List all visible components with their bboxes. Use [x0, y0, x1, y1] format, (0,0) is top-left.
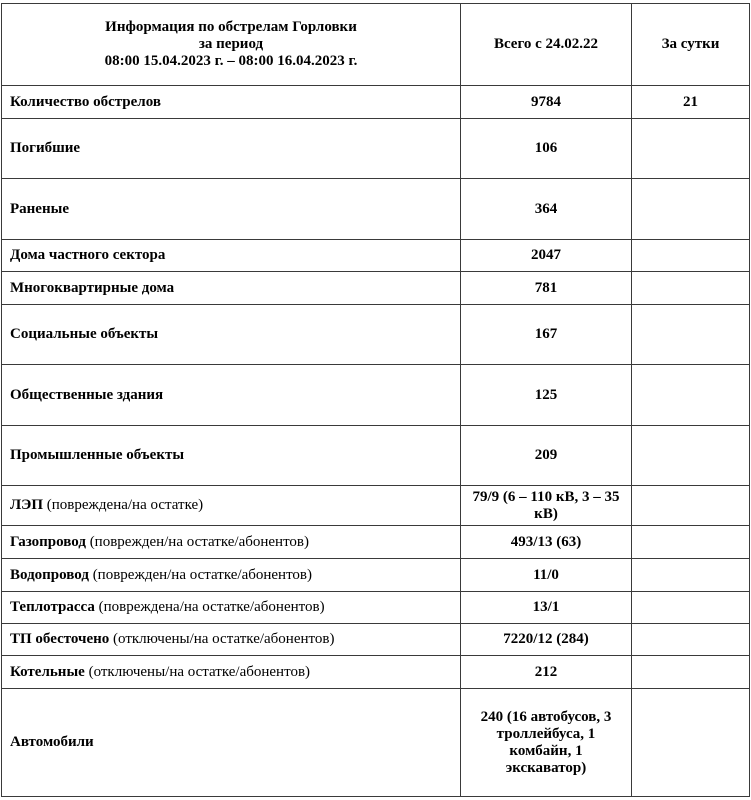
table-row — [2, 426, 750, 486]
table-row — [2, 305, 750, 365]
row-total: 2047 — [461, 240, 632, 272]
row-label: ЛЭП (повреждена/на остатке) — [2, 486, 461, 526]
row-day — [632, 426, 750, 486]
total-column-header: Всего с 24.02.22 — [461, 4, 632, 86]
row-label: Автомобили — [2, 689, 461, 797]
table-row — [2, 86, 750, 119]
row-day — [632, 486, 750, 526]
row-day — [632, 240, 750, 272]
table-row — [2, 526, 750, 559]
table-row — [2, 689, 750, 797]
row-day — [632, 179, 750, 240]
row-total: 493/13 (63) — [461, 526, 632, 559]
row-label: Количество обстрелов — [2, 86, 461, 119]
row-total: 11/0 — [461, 559, 632, 592]
row-total: 209 — [461, 426, 632, 486]
row-day — [632, 365, 750, 426]
row-day — [632, 592, 750, 624]
table-row — [2, 624, 750, 656]
table-row — [2, 179, 750, 240]
row-day — [632, 119, 750, 179]
row-total: 125 — [461, 365, 632, 426]
report-title-line3: 08:00 15.04.2023 г. – 08:00 16.04.2023 г. — [104, 53, 358, 69]
row-total: 212 — [461, 656, 632, 689]
report-title-line2: за период — [198, 36, 264, 52]
row-day — [632, 526, 750, 559]
row-total: 167 — [461, 305, 632, 365]
row-day — [632, 559, 750, 592]
row-label: Промышленные объекты — [2, 426, 461, 486]
day-column-header: За сутки — [632, 4, 750, 86]
row-day — [632, 656, 750, 689]
table-row — [2, 272, 750, 305]
row-total: 7220/12 (284) — [461, 624, 632, 656]
table-header-row — [2, 4, 750, 86]
report-title-line1: Информация по обстрелам Горловки — [105, 19, 357, 35]
row-label: Газопровод (поврежден/на остатке/абонентов) — [2, 526, 461, 559]
row-day — [632, 272, 750, 305]
row-total: 364 — [461, 179, 632, 240]
row-total: 9784 — [461, 86, 632, 119]
row-label: Водопровод (поврежден/на остатке/абонентов) — [2, 559, 461, 592]
row-label: Многоквартирные дома — [2, 272, 461, 305]
table-row — [2, 119, 750, 179]
row-day — [632, 305, 750, 365]
row-label: Котельные (отключены/на остатке/абонентов) — [2, 656, 461, 689]
row-label: Общественные здания — [2, 365, 461, 426]
shelling-report-table — [1, 3, 750, 797]
table-row — [2, 240, 750, 272]
row-label: ТП обесточено (отключены/на остатке/абонентов) — [2, 624, 461, 656]
row-label: Погибшие — [2, 119, 461, 179]
row-label: Раненые — [2, 179, 461, 240]
row-total: 240 (16 автобусов, 3 троллейбуса, 1 комбайн, 1 экскаватор) — [461, 689, 632, 797]
row-label: Социальные объекты — [2, 305, 461, 365]
table-row — [2, 559, 750, 592]
row-day — [632, 689, 750, 797]
table-row — [2, 656, 750, 689]
row-label: Теплотрасса (повреждена/на остатке/абонентов) — [2, 592, 461, 624]
table-row — [2, 365, 750, 426]
report-title-cell — [2, 4, 461, 86]
row-day: 21 — [632, 86, 750, 119]
table-row — [2, 486, 750, 526]
row-total: 781 — [461, 272, 632, 305]
table-row — [2, 592, 750, 624]
row-total: 13/1 — [461, 592, 632, 624]
row-total: 106 — [461, 119, 632, 179]
row-day — [632, 624, 750, 656]
row-label: Дома частного сектора — [2, 240, 461, 272]
row-total: 79/9 (6 – 110 кВ, 3 – 35 кВ) — [461, 486, 632, 526]
